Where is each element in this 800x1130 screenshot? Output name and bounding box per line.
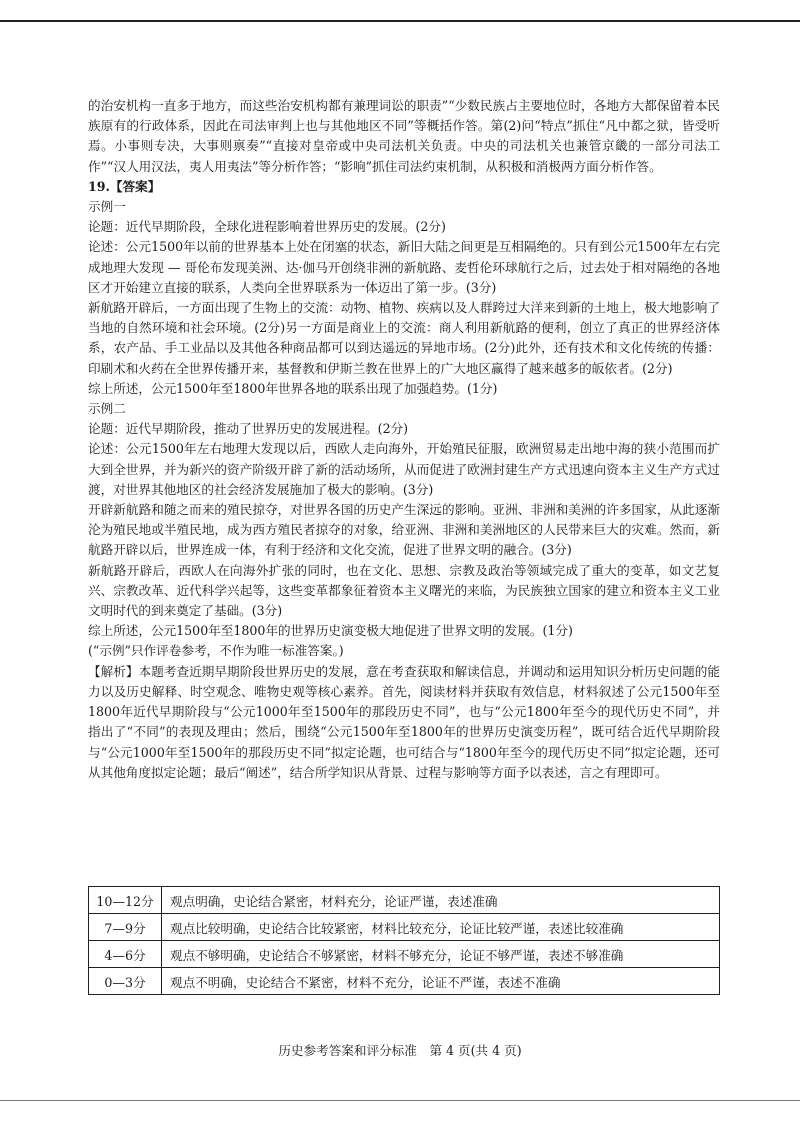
score-description: 观点不够明确，史论结合不够紧密，材料不够充分，论证不够严谨，表述不够准确 <box>162 941 720 968</box>
scoring-table <box>88 886 720 995</box>
bottom-rule <box>0 1100 800 1101</box>
page-footer: 历史参考答案和评分标准 第 4 页(共 4 页) <box>278 1043 522 1058</box>
example-1-conclusion: 综上所述，公元1500年至1800年世界各地的联系出现了加强趋势。(1分) <box>88 380 498 396</box>
top-rule <box>0 20 800 22</box>
score-range: 7—9分 <box>89 914 162 941</box>
table-row <box>89 941 720 968</box>
score-description: 观点明确，史论结合紧密，材料充分，论证严谨，表述准确 <box>162 887 720 914</box>
example-1-argument-1: 论述：公元1500年以前的世界基本上处在闭塞的状态，新旧大陆之间更是互相隔绝的。只有到公元1500年左右完成地理大发现 — 哥伦布发现美洲、达·伽马开创绕非洲的新航路、麦哲伦环球航行之后，过去处于相对隔绝的各地区才开始建立直接的联系，人类向全世界联系为一体迈出了第一步。(3分) <box>88 239 720 295</box>
paragraph-prev-answer: 的治安机构一直多于地方，而这些治安机构都有兼理词讼的职责”“少数民族占主要地位时，各地方大都保留着本民族原有的行政体系，因此在司法审判上也与其他地区不同”等概括作答。第(2)问“特点”抓住“凡中都之狱，皆受听焉。小事则专决，大事则禀奏”“直接对皇帝或中央司法机关负责。中央的司法机关也兼管京畿的一部分司法工作”“汉人用汉法，夷人用夷法”等分析作答；“影响”抓住司法约束机制，从积极和消极两方面分析作答。 <box>88 98 720 174</box>
analysis-paragraph: 【解析】本题考查近期早期阶段世界历史的发展，意在考查获取和解读信息，并调动和运用知识分析历史问题的能力以及历史解释、时空观念、唯物史观等核心素养。首先，阅读材料并获取有效信息，材料叙述了公元1500年至1800年近代早期阶段与“公元1000年至1500年的那段历史不同”，也与“公元1800年至今的现代历史不同”，并指出了“不同”的表现及理由；然后，围绕“公元1500年至1800年的世界历史演变历程”，既可结合近代早期阶段与“公元1000年至1500年的那段历史不同”拟定论题，也可结合与“1800年至今的现代历史不同”拟定论题，还可从其他角度拟定论题；最后“阐述”，结合所学知识从背景、过程与影响等方面予以表述，言之有理即可。 <box>88 663 720 780</box>
example-2-conclusion: 综上所述，公元1500年至1800年的世界历史演变极大地促进了世界文明的发展。(1分) <box>88 623 573 639</box>
example-2-argument-1: 论述：公元1500年左右地理大发现以后，西欧人走向海外，开始殖民征服，欧洲贸易走出地中海的狭小范围而扩大到全世界，并为新兴的资产阶级开辟了新的活动场所，从而促进了欧洲封建生产方式迅速向资本主义生产方式过渡，对世界其他地区的社会经济发展施加了极大的影响。(3分) <box>88 441 720 497</box>
table-row <box>89 968 720 995</box>
example-2-thesis: 论题：近代早期阶段，推动了世界历史的发展进程。(2分) <box>88 421 409 437</box>
score-range: 4—6分 <box>89 941 162 968</box>
example-1-thesis: 论题：近代早期阶段，全球化进程影响着世界历史的发展。(2分) <box>88 219 446 235</box>
example-2-argument-3: 新航路开辟后，西欧人在向海外扩张的同时，也在文化、思想、宗教及政治等领域完成了重大的变革，如文艺复兴、宗教改革、近代科学兴起等，这些变革都象征着资本主义曙光的来临，为民族独立国家的建立和资本主义工业文明时代的到来奠定了基础。(3分) <box>88 562 720 619</box>
table-row <box>89 887 720 914</box>
score-range: 10—12分 <box>89 887 162 914</box>
question-19-heading: 19.【答案】 <box>88 178 161 194</box>
example-2-argument-2: 开辟新航路和随之而来的殖民掠夺，对世界各国的历史产生深远的影响。亚洲、非洲和美洲的许多国家，从此逐渐沦为殖民地或半殖民地，成为西方殖民者掠夺的对象，给亚洲、非洲和美洲地区的人民带来巨大的灾难。然而，新航路开辟以后，世界连成一体，有利于经济和文化交流，促进了世界文明的融合。(3分) <box>88 502 720 558</box>
example-1-label: 示例一 <box>88 199 126 215</box>
score-range: 0—3分 <box>89 968 162 995</box>
example-1-argument-2: 新航路开辟后，一方面出现了生物上的交流：动物、植物、疾病以及人群跨过大洋来到新的土地上，极大地影响了当地的自然环境和社会环境。(2分)另一方面是商业上的交流：商人利用新航路的便利，创立了真正的世界经济体系，农产品、手工业品以及其他各种商品都可以到达遥远的异地市场。(2分)此外，还有技术和文化传统的传播：印刷术和火药在全世界传播开来，基督教和伊斯兰教在世界上的广大地区赢得了越来越多的皈依者。(2分) <box>88 300 720 376</box>
score-description: 观点不明确，史论结合不紧密，材料不充分，论证不严谨，表述不准确 <box>162 968 720 995</box>
example-2-label: 示例二 <box>88 401 126 417</box>
table-row <box>89 914 720 941</box>
answer-content <box>88 96 720 783</box>
example-note: (“示例”只作评卷参考，不作为唯一标准答案。) <box>88 643 344 659</box>
score-description: 观点比较明确，史论结合比较紧密，材料比较充分，论证比较严谨，表述比较准确 <box>162 914 720 941</box>
